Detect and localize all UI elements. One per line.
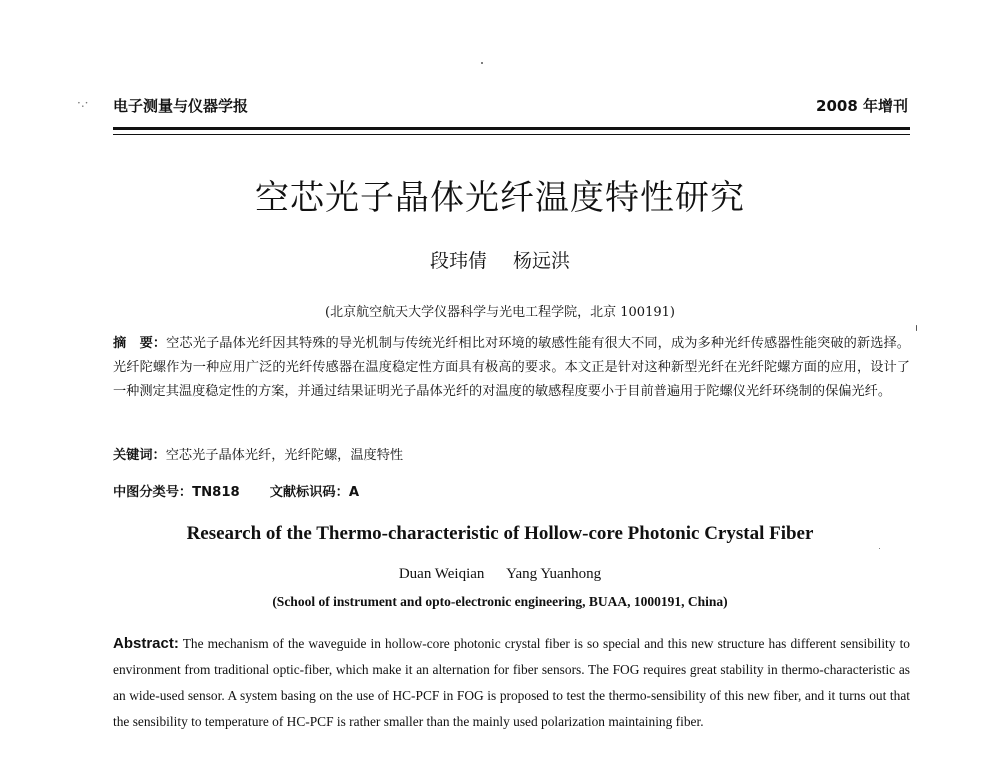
english-author-1: Duan Weiqian (398, 566, 485, 582)
classification-line (113, 481, 359, 500)
header-rule-thick (113, 127, 910, 130)
chinese-keywords-label: 关键词： (113, 448, 166, 463)
chinese-abstract-label: 摘 要： (113, 336, 167, 351)
english-authors (0, 566, 1000, 583)
english-title: Research of the Thermo-characteristic of Hollow-core Photonic Crystal Fiber (186, 523, 814, 544)
class-number-value: TN818 (192, 485, 240, 500)
chinese-keywords (113, 444, 403, 463)
chinese-affiliation: (北京航空航天大学仪器科学与光电工程学院，北京 100191) (325, 305, 675, 320)
header-rule-thin (113, 134, 910, 135)
scan-speck (481, 62, 483, 64)
chinese-author-1: 段玮倩 (429, 250, 487, 272)
chinese-abstract (113, 332, 910, 404)
scan-speck (916, 325, 917, 331)
chinese-keywords-text: 空芯光子晶体光纤，光纤陀螺，温度特性 (165, 448, 404, 463)
english-abstract-text: The mechanism of the waveguide in hollow-core photonic crystal fiber is so special and this new structure has different sensibility to environment from traditional optic-fiber, which make it an alternation for fiber sensors. The FOG requires great stability in thermo-characteristic as an wide-used sensor. A system basing on the use of HC-PCF in FOG is proposed to test the thermo-sensibility of this new fiber, and it turns out that the sensibility to temperature of HC-PCF is rather smaller than the mainly used polarization maintaining fiber. (113, 636, 910, 729)
doc-code-label: 文献标识码： (269, 485, 349, 500)
english-abstract-label: Abstract: (113, 635, 179, 652)
chinese-authors (0, 246, 1000, 273)
journal-issue: 2008 年增刊 (816, 97, 908, 115)
scan-speck (879, 548, 880, 549)
chinese-abstract-text: 空芯光子晶体光纤因其特殊的导光机制与传统光纤相比对环境的敏感性能有很大不同，成为多种光纤传感器性能突破的新选择。光纤陀螺作为一种应用广泛的光纤传感器在温度稳定性方面具有极高的要求。本文正是针对这种新型光纤在光纤陀螺方面的应用，设计了一种测定其温度稳定性的方案，并通过结果证明光子晶体光纤的对温度的敏感程度要小于目前普遍用于陀螺仪光纤环绕制的保偏光纤。 (113, 336, 910, 399)
doc-code-value: A (348, 485, 360, 500)
scan-mark-icon: ·.· (77, 96, 89, 110)
english-affiliation: (School of instrument and opto-electronic engineering, BUAA, 1000191, China) (272, 594, 728, 609)
chinese-title: 空芯光子晶体光纤温度特性研究 (255, 178, 745, 218)
chinese-author-2: 杨远洪 (513, 250, 571, 272)
class-number-label: 中图分类号： (113, 485, 193, 500)
journal-name: 电子测量与仪器学报 (113, 97, 249, 115)
english-abstract (113, 631, 910, 735)
english-author-2: Yang Yuanhong (506, 566, 602, 582)
